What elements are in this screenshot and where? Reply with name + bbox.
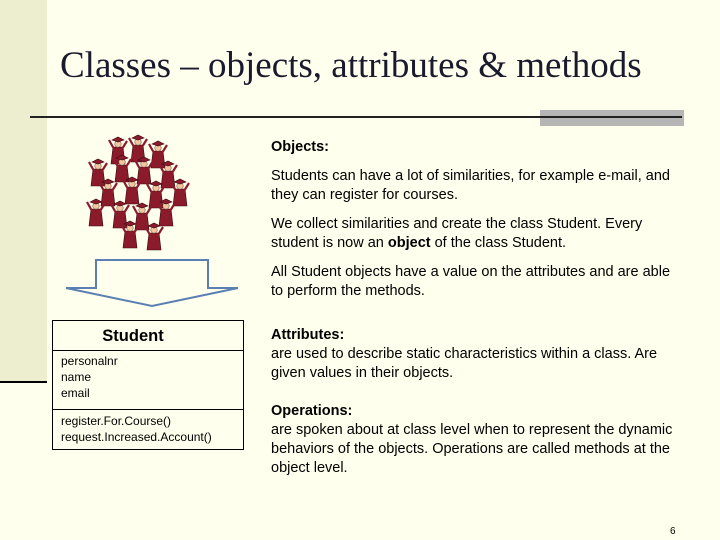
- uml-class-name: Student: [53, 321, 243, 351]
- uml-operation: register.For.Course(): [61, 414, 172, 428]
- graduates-crowd-icon: [80, 130, 200, 252]
- objects-paragraph-2-bold: object: [387, 235, 431, 251]
- objects-paragraph-3: All Student objects have a value on the attributes and are able to perform the methods.: [271, 264, 671, 299]
- uml-class-box: [52, 320, 244, 450]
- page-number: 6: [670, 526, 676, 537]
- uml-attribute: personalnr: [61, 354, 118, 368]
- uml-operations: [53, 410, 243, 445]
- title-accent-bar: [540, 110, 684, 126]
- title-underline: [30, 116, 682, 118]
- left-decor-rule: [0, 381, 47, 383]
- left-decor-band: [0, 0, 47, 383]
- uml-attribute: email: [61, 386, 90, 400]
- attributes-heading: Attributes:: [271, 327, 345, 343]
- objects-paragraph-1: Students can have a lot of similarities, for example e-mail, and they can register for courses.: [271, 168, 670, 203]
- attributes-text: are used to describe static characteristics within a class. Are given values in their objects.: [271, 346, 658, 381]
- objects-heading: Objects:: [271, 139, 330, 155]
- uml-operation: request.Increased.Account(): [61, 430, 212, 444]
- down-arrow-icon: [64, 258, 240, 308]
- operations-heading: Operations:: [271, 403, 353, 419]
- operations-text: are spoken about at class level when to represent the dynamic behaviors of the objects. Operations are called methods at the object level.: [271, 422, 673, 476]
- uml-attributes: [53, 351, 243, 410]
- objects-paragraph-2: [271, 215, 671, 253]
- objects-paragraph-2-end: of the class Student.: [430, 235, 567, 251]
- uml-attribute: name: [61, 370, 92, 384]
- objects-paragraph-2-start: We collect similarities and create the class Student. Every student is now an: [271, 216, 643, 251]
- slide-title: Classes – objects, attributes & methods: [60, 45, 642, 86]
